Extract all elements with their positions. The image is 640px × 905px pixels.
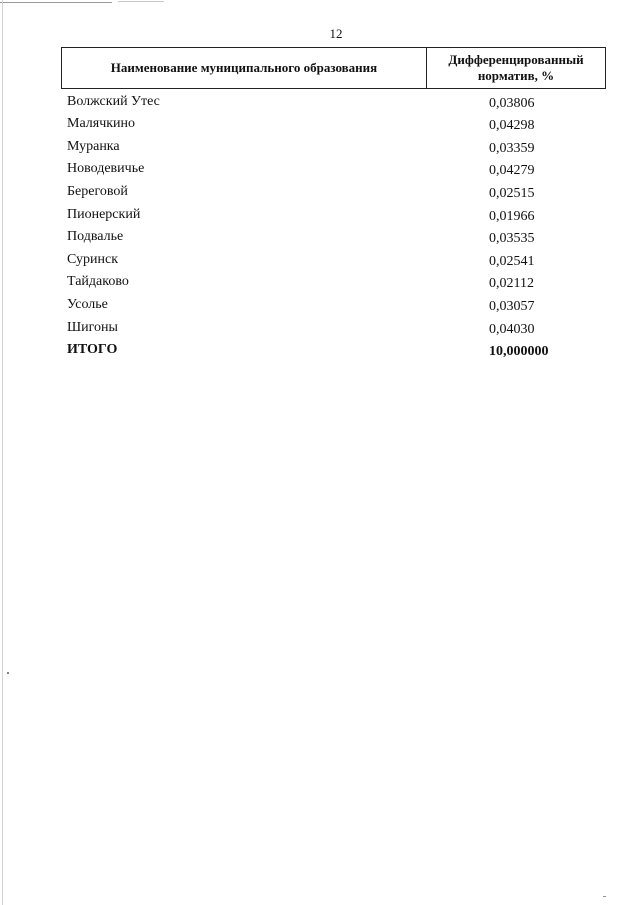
normative-value: 0,03535 xyxy=(489,231,535,247)
municipality-name: Новодевичье xyxy=(67,161,145,177)
table-header xyxy=(61,47,606,89)
municipality-name: Тайдаково xyxy=(67,274,129,290)
normative-value: 0,04279 xyxy=(489,163,535,179)
table-row xyxy=(61,247,606,270)
total-label: ИТОГО xyxy=(67,342,118,358)
scan-artifact-line xyxy=(0,2,112,3)
table-total-row xyxy=(61,338,606,361)
municipality-name: Шигоны xyxy=(67,319,118,335)
table-row xyxy=(61,292,606,315)
table-row xyxy=(61,202,606,225)
normative-value: 0,04298 xyxy=(489,118,535,134)
municipality-name: Пионерский xyxy=(67,206,141,222)
normative-value: 0,02112 xyxy=(489,276,534,292)
scan-artifact-line xyxy=(118,1,164,2)
table-row xyxy=(61,89,606,112)
table-row xyxy=(61,225,606,248)
normative-value: 0,02515 xyxy=(489,185,535,201)
page-number: 12 xyxy=(329,26,343,41)
municipality-name: Усолье xyxy=(67,296,108,312)
scan-edge-shadow xyxy=(2,0,3,905)
normative-value: 0,03806 xyxy=(489,95,535,111)
table-row xyxy=(61,134,606,157)
municipality-name: Муранка xyxy=(67,138,120,154)
header-normative: Дифференцированный норматив, % xyxy=(448,52,584,83)
table-row xyxy=(61,270,606,293)
scan-speck xyxy=(7,672,9,674)
normative-value: 0,04030 xyxy=(489,321,535,337)
table-body xyxy=(61,89,606,360)
table-row xyxy=(61,315,606,338)
municipality-name: Малячкино xyxy=(67,116,136,132)
total-value: 10,000000 xyxy=(489,344,549,360)
municipality-name: Суринск xyxy=(67,251,118,267)
normative-table xyxy=(61,47,606,360)
normative-value: 0,02541 xyxy=(489,253,535,269)
normative-value: 0,03057 xyxy=(489,298,535,314)
scan-speck xyxy=(603,896,606,897)
header-municipality: Наименование муниципального образования xyxy=(62,48,427,88)
municipality-name: Волжский Утес xyxy=(67,93,160,109)
table-row xyxy=(61,112,606,135)
table-row xyxy=(61,157,606,180)
municipality-name: Подвалье xyxy=(67,229,124,245)
table-row xyxy=(61,179,606,202)
municipality-name: Береговой xyxy=(67,183,128,199)
normative-value: 0,01966 xyxy=(489,208,535,224)
normative-value: 0,03359 xyxy=(489,140,535,156)
